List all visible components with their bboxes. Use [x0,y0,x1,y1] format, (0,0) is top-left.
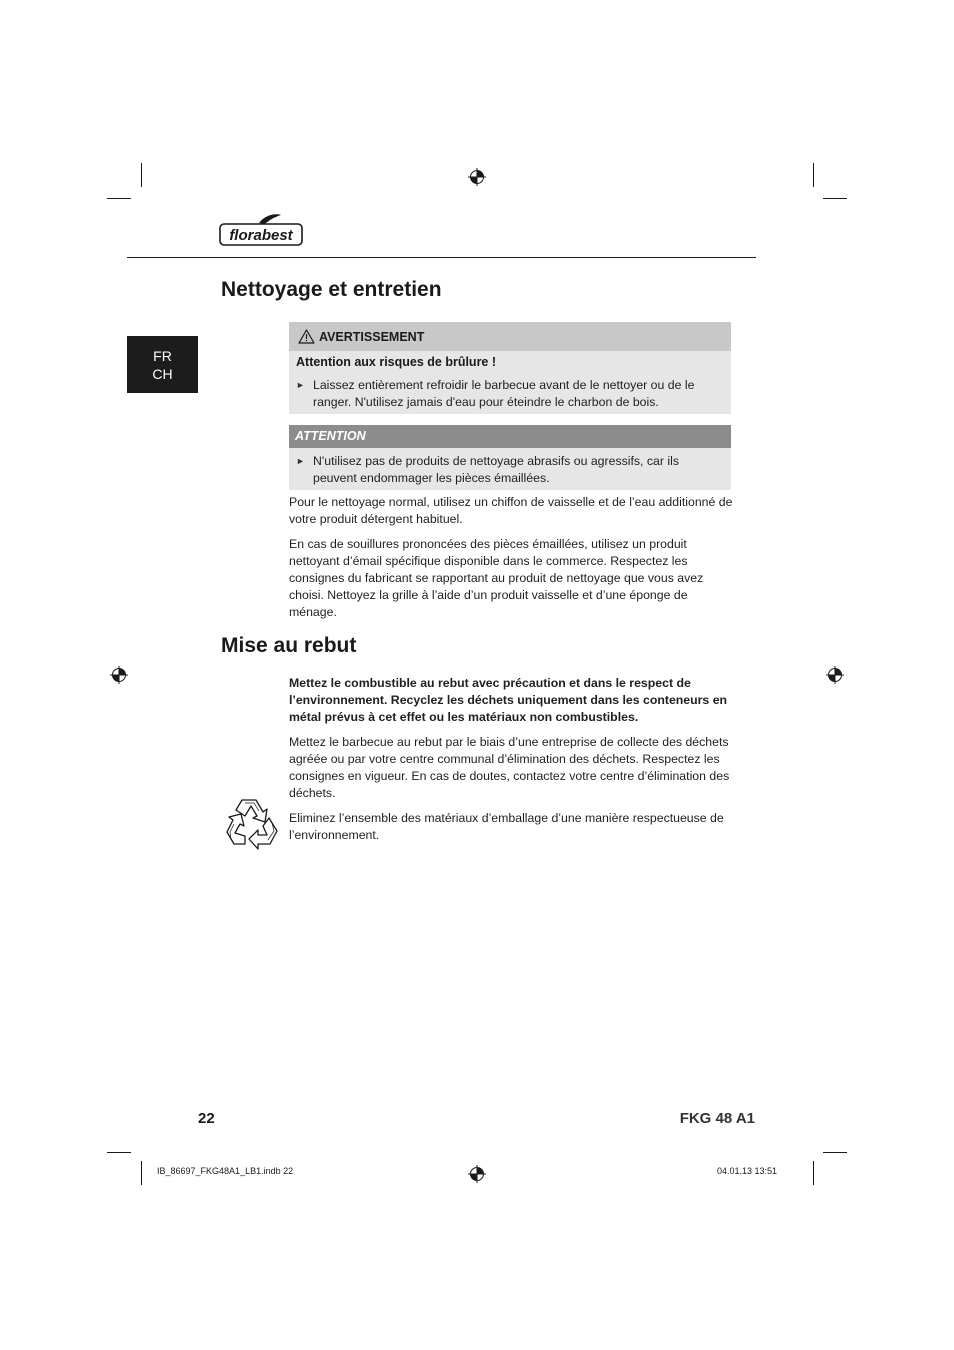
warning-header [289,322,731,351]
attention-bullet [296,453,718,487]
warning-box [289,322,731,414]
page-number: 22 [198,1110,215,1127]
crop-mark [823,198,847,199]
attention-header [289,425,731,448]
section-title-disposal: Mise au rebut [221,634,357,657]
bold-paragraph: Mettez le combustible au rebut avec précaution et dans le respect de l’environnement. Recyclez les déchets uniquement dans les conteneurs en métal prévus à cet effet ou les matériaux non combustibles. [289,676,728,724]
crop-mark [107,1152,131,1153]
header-rule [127,257,756,258]
crop-mark [813,163,814,187]
attention-header-text: ATTENTION [295,429,366,443]
attention-bullet-text: N'utilisez pas de produits de nettoyage abrasifs ou agressifs, car ils peuvent endommager les pièces émaillées. [313,454,679,485]
paragraph: Mettez le barbecue au rebut par le biais d’une entreprise de collecte des déchets agréée ou par votre centre communal d’élimination des déchets. Respectez les consignes en vigueur. En cas de doutes, contactez votre centre d’élimination des déchets. [289,735,730,800]
recycle-icon [222,796,280,852]
registration-mark-icon [468,1165,486,1183]
crop-mark [141,1161,142,1185]
florabest-logo [219,213,303,247]
arrow-bullet-icon: ► [296,456,305,466]
logo-text: florabest [229,227,293,244]
crop-mark [141,163,142,187]
model-number: FKG 48 A1 [679,1110,755,1127]
arrow-bullet-icon: ► [296,380,305,390]
paragraph: En cas de souillures prononcées des pièces émaillées, utilisez un produit nettoyant d’émail spécifique disponible dans le commerce. Respectez les consignes du fabricant se rapportant au produit de nettoyage que vous avez choisi. Nettoyez la grille à l’aide d’un produit vaisselle et d’une éponge de ménage. [289,537,704,619]
registration-mark-icon [826,666,844,684]
language-code-fr: FR [153,347,172,364]
crop-mark [813,1161,814,1185]
crop-mark [823,1152,847,1153]
print-slug-file: IB_86697_FKG48A1_LB1.indb 22 [157,1166,294,1176]
warning-bullet-text: Laissez entièrement refroidir le barbecue avant de le nettoyer ou de le ranger. N'utilisez jamais d'eau pour éteindre le charbon de bois. [313,378,695,409]
registration-mark-icon [468,168,486,186]
warning-subtitle: Attention aux risques de brûlure ! [296,355,497,369]
attention-box [289,425,731,490]
warning-bullet [296,377,718,411]
crop-mark [107,198,131,199]
print-slug-date: 04.01.13 13:51 [716,1166,777,1176]
warning-header-text: AVERTISSEMENT [319,329,425,344]
warning-triangle-icon [298,329,315,344]
language-tab [127,336,198,393]
registration-mark-icon [110,666,128,684]
paragraph: Pour le nettoyage normal, utilisez un chiffon de vaisselle et de l’eau additionné de votre produit détergent habituel. [289,495,733,526]
language-code-ch: CH [152,365,173,382]
section-title-cleaning: Nettoyage et entretien [221,278,442,301]
paragraph: Eliminez l’ensemble des matériaux d’emballage d’une manière respectueuse de l’environnement. [289,811,724,842]
